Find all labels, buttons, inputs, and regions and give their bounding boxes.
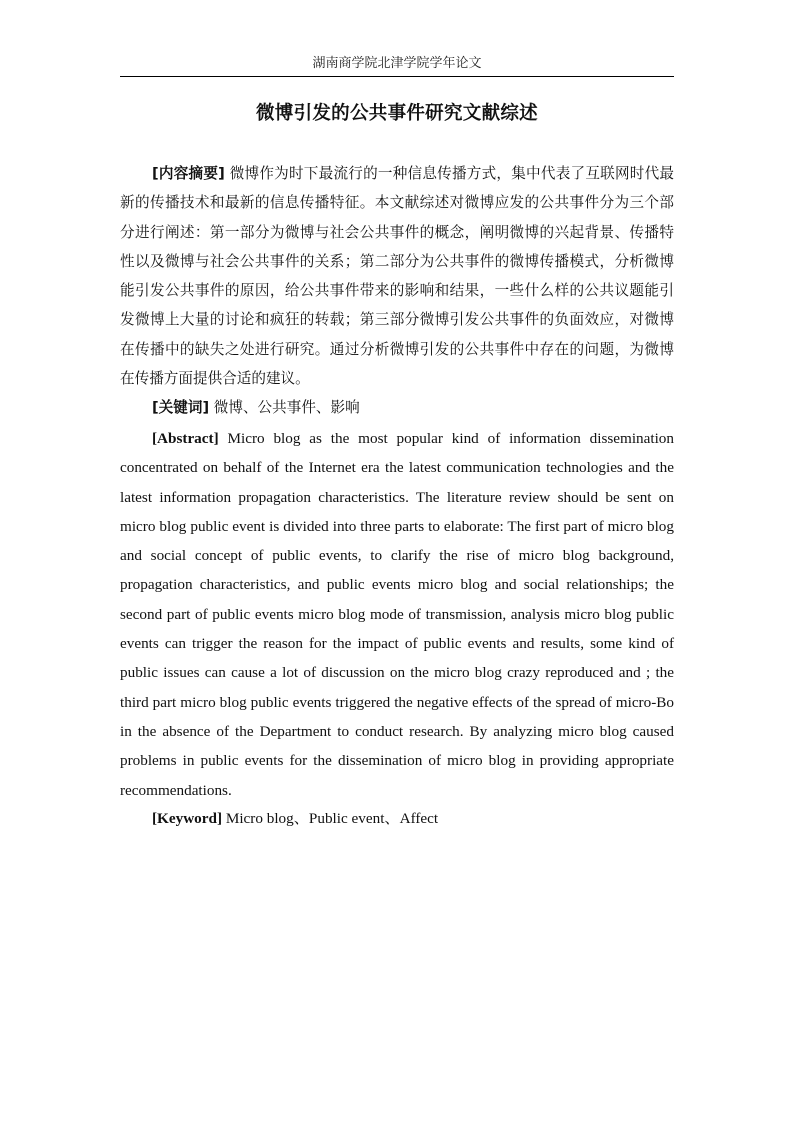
english-keywords (152, 807, 674, 831)
chinese-keywords-text: 微博、公共事件、影响 (213, 399, 360, 416)
chinese-keywords-label: [关键词] (152, 399, 210, 416)
chinese-abstract (120, 159, 674, 393)
chinese-keywords (152, 396, 674, 420)
english-abstract-text: Micro blog as the most popular kind of information dissemination concentrated on behalf of the Internet era the latest communication technologies and the latest information propagation characteristics. The literature review should be sent on micro blog public event is divided into three parts to elaborate: The first part of micro blog and social concept of public events, to clarify the rise of micro blog background, propagation characteristics, and public events micro blog and social relationships; the second part of public events micro blog mode of transmission, analysis micro blog public events can trigger the reason for the impact of public events and results, some kind of public issues can cause a lot of discussion on the micro blog crazy reproduced and ; the third part micro blog public events triggered the negative effects of the spread of micro-Bo in the absence of the Department to conduct research. By analyzing micro blog caused problems in public events for the dissemination of micro blog in providing appropriate recommendations. (120, 430, 674, 799)
chinese-abstract-label: [内容摘要] (152, 165, 225, 182)
english-keywords-text: Micro blog、Public event、Affect (225, 810, 439, 827)
header-divider (120, 76, 674, 77)
english-abstract-label: [Abstract] (152, 430, 219, 447)
paper-title: 微博引发的公共事件研究文献综述 (255, 103, 538, 124)
english-keywords-label: [Keyword] (152, 810, 223, 827)
running-header: 湖南商学院北津学院学年论文 (312, 56, 482, 71)
chinese-abstract-text: 微博作为时下最流行的一种信息传播方式，集中代表了互联网时代最新的传播技术和最新的信息传播特征。本文献综述对微博应发的公共事件分为三个部分进行阐述：第一部分为微博与社会公共事件的概念，阐明微博的兴起背景、传播特性以及微博与社会公共事件的关系；第二部分为公共事件的微博传播模式，分析微博能引发公共事件的原因，给公共事件带来的影响和结果，一些什么样的公共议题能引发微博上大量的讨论和疯狂的转载；第三部分微博引发公共事件的负面效应，对微博在传播中的缺失之处进行研究。通过分析微博引发的公共事件中存在的问题，为微博在传播方面提供合适的建议。 (120, 165, 675, 388)
english-abstract (120, 424, 674, 805)
